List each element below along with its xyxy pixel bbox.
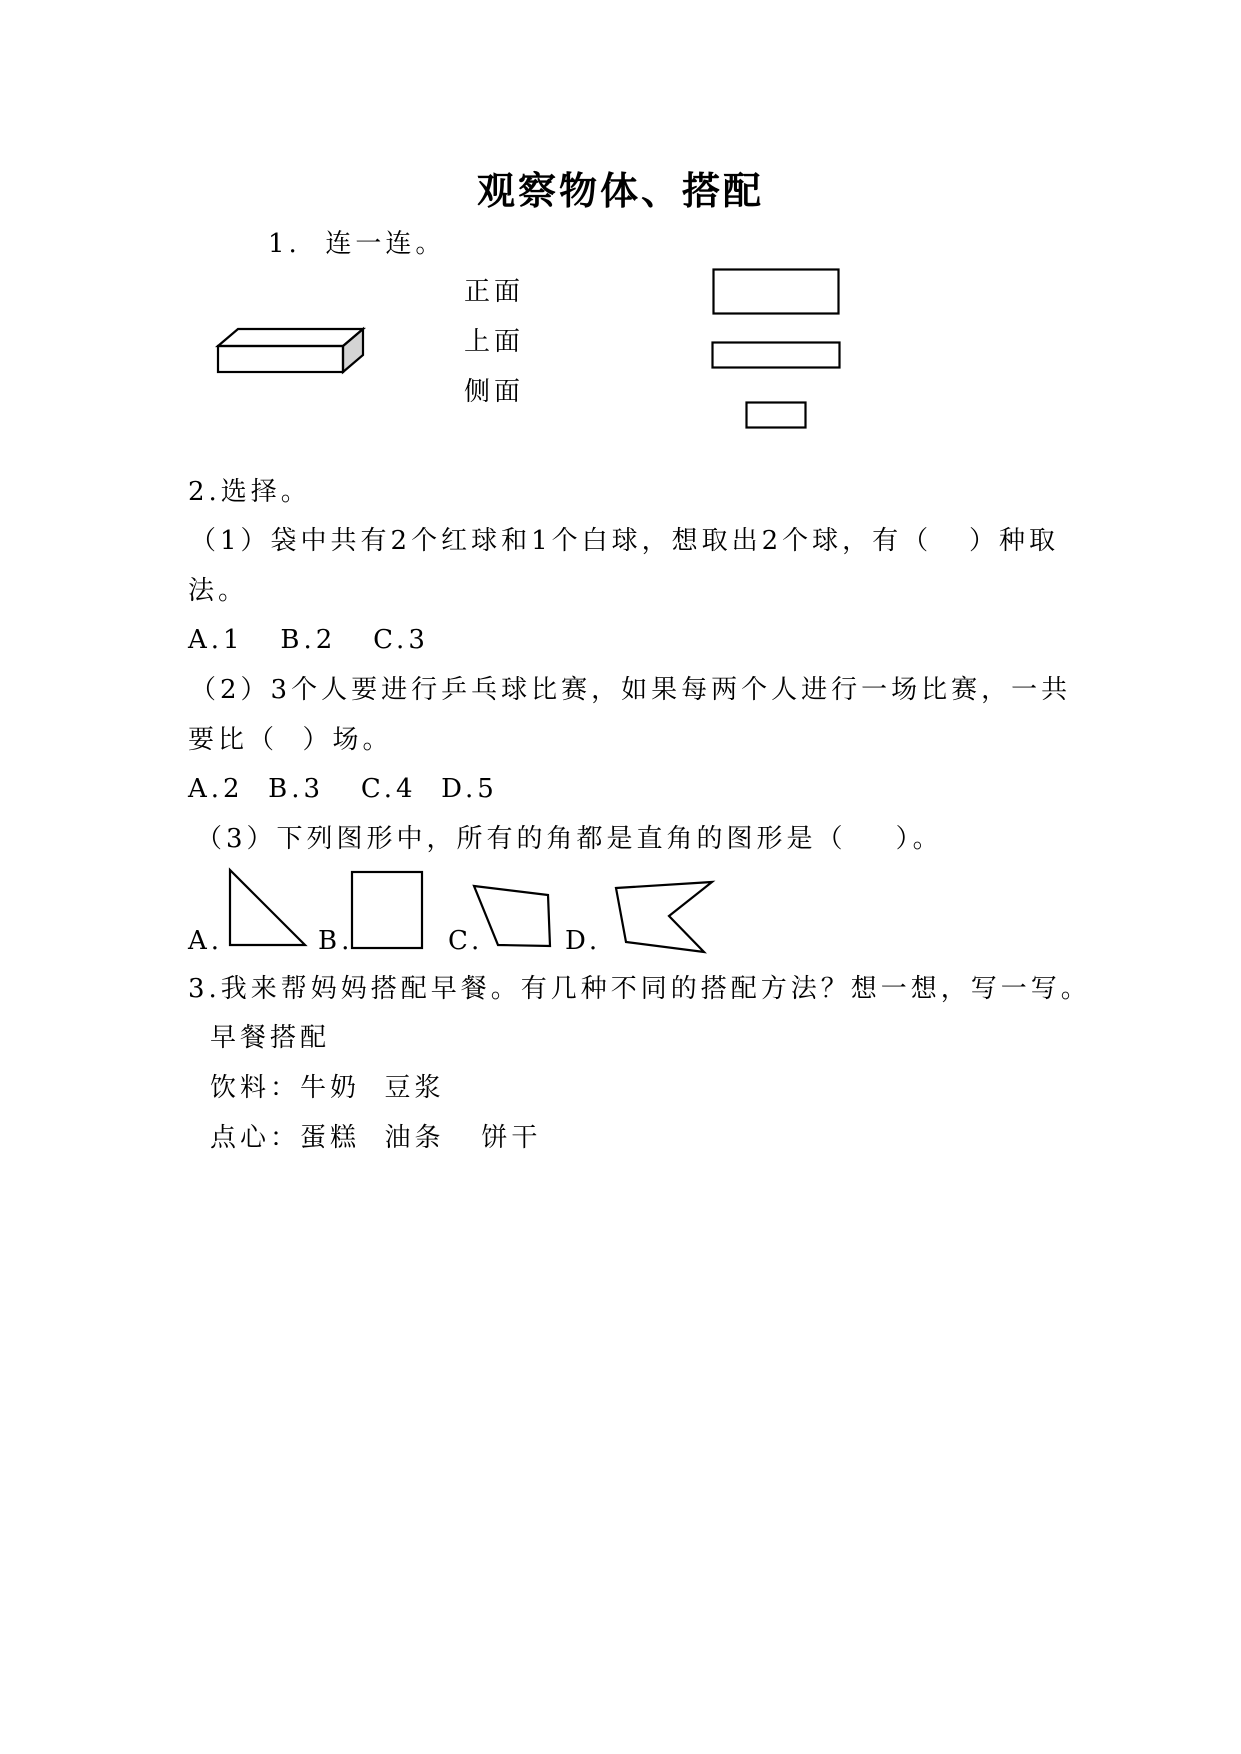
q1-heading: 1. 连一连。: [268, 229, 446, 259]
view-rectangle-large: [712, 268, 840, 316]
view-label-top: 上面: [464, 327, 525, 357]
view-rectangle-long: [711, 341, 841, 369]
concave-pentagon-shape: [614, 880, 714, 954]
right-triangle-shape: [228, 868, 308, 948]
option-d-label: D.: [565, 926, 602, 956]
view-rectangle-small: [745, 401, 807, 429]
option-b-label: B.: [318, 926, 354, 956]
q2-2-stem-cont: 要比（ ）场。: [188, 725, 393, 755]
q2-2-options: A.2 B.3 C.4 D.5: [188, 774, 498, 804]
q2-2-stem: （2）3个人要进行乒乓球比赛，如果每两个人进行一场比赛，一共: [190, 675, 1072, 705]
q2-heading: 2.选择。: [188, 477, 311, 507]
q3-subtitle: 早餐搭配: [210, 1023, 331, 1053]
q3-heading: 3.我来帮妈妈搭配早餐。有几种不同的搭配方法？想一想，写一写。: [188, 974, 1091, 1004]
view-label-front: 正面: [464, 277, 525, 307]
cuboid-figure: [215, 325, 365, 375]
q2-3-stem: （3）下列图形中，所有的角都是直角的图形是（ ）。: [196, 824, 943, 854]
rectangle-shape: [350, 870, 424, 950]
q3-snacks: 点心：蛋糕 油条 饼干: [210, 1123, 542, 1153]
q2-1-stem: （1）袋中共有2个红球和1个白球，想取出2个球，有（ ）种取: [190, 526, 1059, 556]
q3-drinks: 饮料：牛奶 豆浆: [210, 1073, 445, 1103]
q2-1-stem-cont: 法。: [188, 576, 249, 606]
view-label-side: 侧面: [464, 377, 525, 407]
page-title: 观察物体、搭配: [476, 169, 764, 213]
quadrilateral-shape: [472, 884, 554, 948]
option-c-label: C.: [448, 926, 484, 956]
q2-1-options: A.1 B.2 C.3: [188, 625, 429, 655]
option-a-label: A.: [188, 926, 224, 956]
